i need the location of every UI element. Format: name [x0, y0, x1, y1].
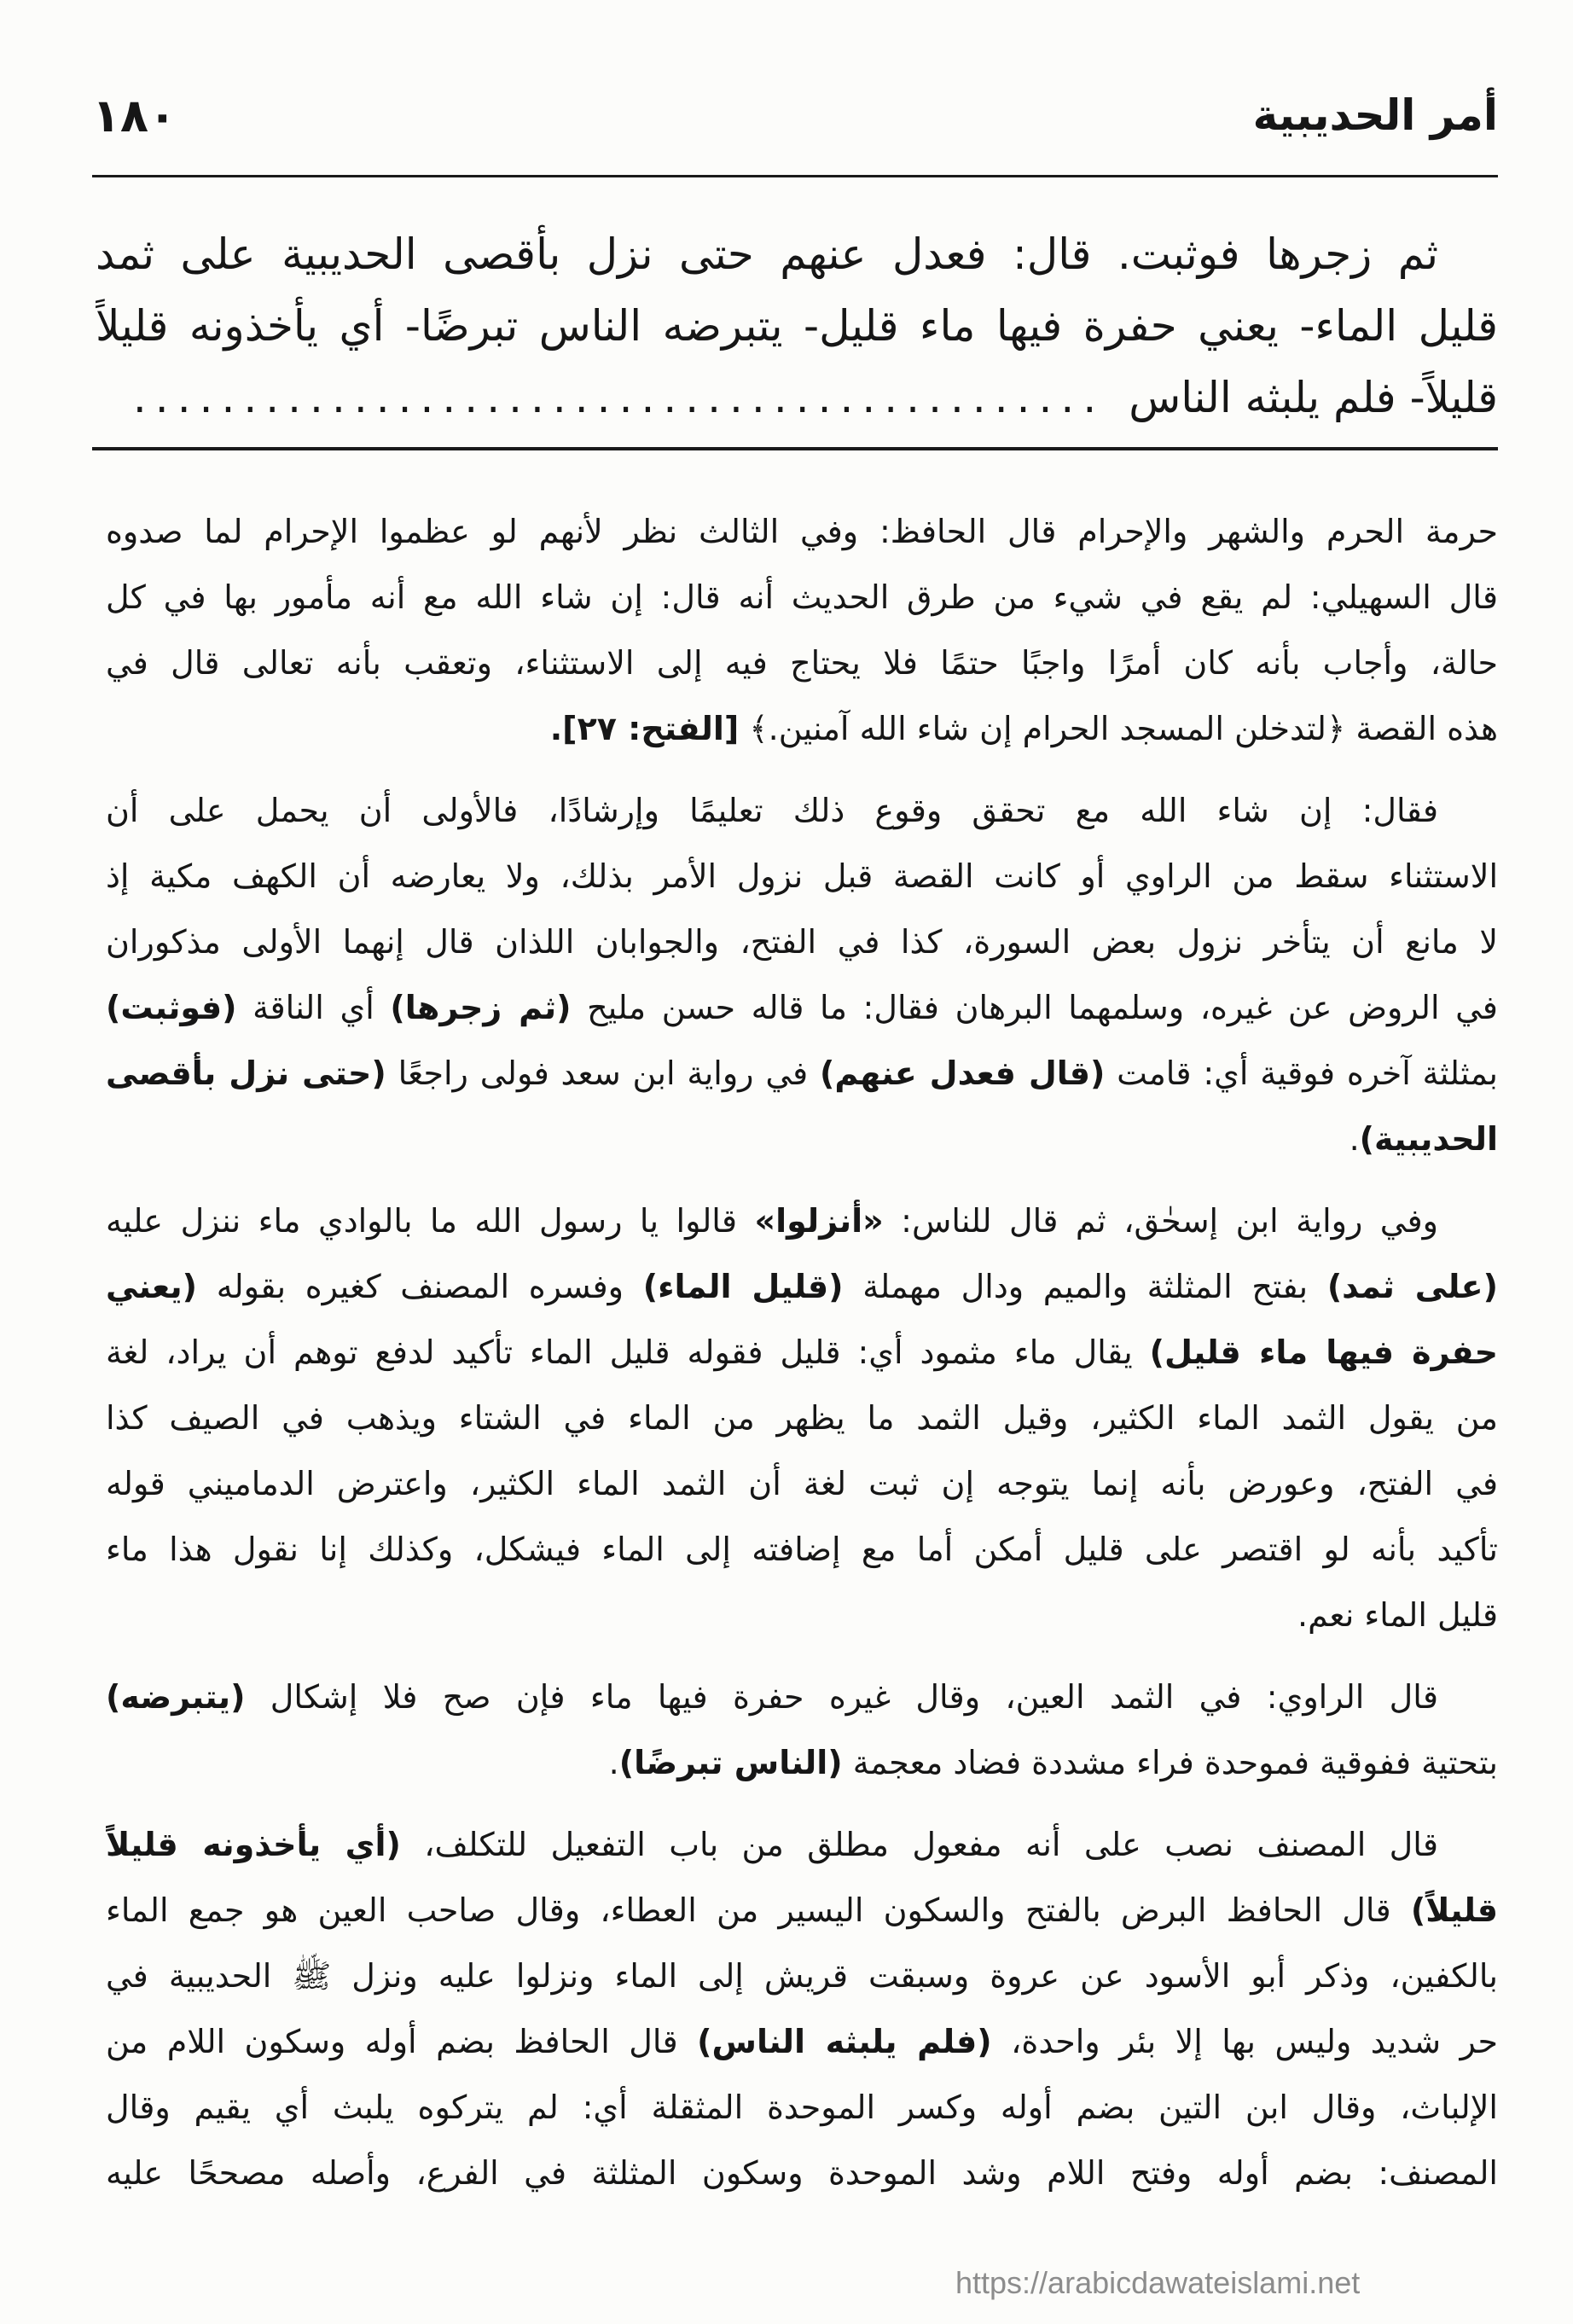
text-run: أي الناقة — [236, 989, 391, 1026]
commentary-line — [106, 1730, 1498, 1796]
text-run: في الفتح، وعورض بأنه إنما يتوجه إن ثبت لغة أن الثمد الماء الكثير، واعترض الدماميني قوله — [106, 1465, 1498, 1502]
quoted-matn-run: (يعني — [106, 1268, 198, 1305]
commentary-line — [106, 630, 1498, 696]
commentary-line — [106, 1320, 1498, 1386]
commentary-line — [106, 1041, 1498, 1107]
main-text-run: قليلاً- فلم يلبثه الناس — [1129, 373, 1498, 422]
commentary-line — [106, 1254, 1498, 1320]
commentary-line — [106, 1107, 1498, 1172]
quoted-matn-run: (فوثبت) — [106, 989, 237, 1026]
text-run: فقال: إن شاء الله مع تحقق وقوع ذلك تعليمًا وإرشادًا، فالأولى أن يحمل على أن — [106, 792, 1438, 829]
text-run: بمثلثة آخره فوقية أي: قامت — [1105, 1055, 1498, 1092]
quoted-matn-run: الحديبية) — [1359, 1120, 1498, 1158]
quoted-matn-run: (فلم يلبثه الناس) — [697, 2023, 992, 2060]
text-run: قال السهيلي: لم يقع في شيء من طرق الحديث أنه قال: إن شاء الله مع أنه مأمور بها في كل — [106, 578, 1498, 616]
commentary-line — [106, 1812, 1498, 1878]
dotted-leader: ............................................ — [132, 373, 1106, 422]
text-run: يقال ماء مثمود أي: قليل فقوله قليل الماء تأكيد لدفع توهم أن يراد، لغة — [106, 1333, 1150, 1371]
text-run: بالكفين، وذكر أبو الأسود عن عروة وسبقت قريش إلى الماء ونزلوا عليه ونزل ﷺ الحديبية في — [106, 1957, 1498, 1995]
commentary-line — [106, 909, 1498, 975]
commentary-line — [106, 1583, 1498, 1648]
commentary-line — [106, 696, 1498, 762]
commentary-paragraph — [106, 778, 1498, 1172]
commentary-line — [106, 778, 1498, 844]
text-run: قال الراوي: في الثمد العين، وقال غيره حفرة فيها ماء فإن صح فلا إشكال — [245, 1678, 1438, 1716]
commentary-line — [106, 844, 1498, 909]
quoted-matn-run: [الفتح: ٢٧]. — [549, 710, 740, 747]
main-text-block — [96, 218, 1498, 433]
commentary-line — [106, 1878, 1498, 1943]
page-number: ١٨٠ — [92, 88, 177, 142]
commentary-line — [106, 2075, 1498, 2141]
text-run: بتحتية ففوقية فموحدة فراء مشددة فضاد معجمة — [842, 1744, 1498, 1781]
main-text-line — [96, 362, 1498, 433]
chapter-title: أمر الحديبية — [1252, 90, 1498, 140]
text-run: الإلباث، وقال ابن التين بضم أوله وكسر الموحدة المثقلة أي: لم يتركوه يلبث أي يقيم وقال — [106, 2089, 1498, 2126]
text-run: الاستثناء سقط من الراوي أو كانت القصة قبل نزول الأمر بذلك، ولا يعارضه أن الكهف مكية إذ — [106, 857, 1498, 895]
quoted-matn-run: حفرة فيها ماء قليل) — [1149, 1333, 1498, 1371]
commentary-line — [106, 499, 1498, 565]
watermark-url: https://arabicdawateislami.net — [955, 2265, 1361, 2300]
text-run: لا مانع أن يتأخر نزول بعض السورة، كذا في الفتح، والجوابان اللذان قال إنهما الأولى مذكوران — [106, 923, 1498, 961]
text-run: المصنف: بضم أوله وفتح اللام وشد الموحدة وسكون المثلثة في الفرع، وأصله مصححًا عليه — [106, 2154, 1498, 2192]
quoted-matn-run: (على ثمد) — [1326, 1268, 1498, 1305]
quoted-matn-run: (قليل الماء) — [642, 1268, 844, 1305]
text-run: قال الحافظ البرض بالفتح والسكون اليسير من العطاء، وقال صاحب العين هو جمع الماء — [106, 1891, 1411, 1929]
commentary-line — [106, 1665, 1498, 1730]
commentary-paragraph — [106, 499, 1498, 762]
text-run: قالوا يا رسول الله ما بالوادي ماء ننزل عليه — [106, 1202, 755, 1240]
text-run: قليل الماء نعم. — [1297, 1596, 1498, 1634]
text-run: حرمة الحرم والشهر والإحرام قال الحافظ: وفي الثالث نظر لأنهم لو عظموا الإحرام لما صدوه — [106, 513, 1498, 550]
header-rule — [92, 175, 1498, 177]
quoted-matn-run: (الناس تبرضًا) — [618, 1744, 843, 1781]
quoted-matn-run: «أنزلوا» — [754, 1202, 884, 1240]
running-header — [92, 81, 1498, 149]
commentary-line — [106, 2141, 1498, 2206]
commentary-paragraph — [106, 1812, 1498, 2206]
text-run: قال الحافظ بضم أوله وسكون اللام من — [106, 2023, 698, 2060]
text-run: قال المصنف نصب على أنه مفعول مطلق من باب التفعيل للتكلف، — [400, 1826, 1438, 1863]
main-text-line — [96, 290, 1498, 362]
text-run: بفتح المثلثة والميم ودال مهملة — [843, 1268, 1327, 1305]
text-run: وفسره المصنف كغيره بقوله — [197, 1268, 643, 1305]
quoted-matn-run: (قال فعدل عنهم) — [819, 1055, 1106, 1092]
separator-rule — [92, 447, 1498, 450]
quoted-matn-run: (حتى نزل بأقصى — [106, 1055, 386, 1092]
commentary-line — [106, 1943, 1498, 2009]
text-run: في الروض عن غيره، وسلمهما البرهان فقال: ما قاله حسن مليح — [571, 989, 1498, 1026]
commentary-line — [106, 2009, 1498, 2075]
commentary-line — [106, 1386, 1498, 1451]
text-run: . — [608, 1744, 619, 1781]
text-run: تأكيد بأنه لو اقتصر على قليل أمكن أما مع إضافته إلى الماء فيشكل، وكذلك إنا نقول هذا ماء — [106, 1531, 1498, 1568]
main-text-run: قليل الماء- يعني حفرة فيها ماء قليل- يتبرضه الناس تبرضًا- أي يأخذونه قليلاً — [96, 301, 1498, 351]
commentary-line — [106, 565, 1498, 630]
commentary-block — [106, 499, 1498, 2206]
text-run: . — [1349, 1120, 1360, 1158]
text-run: وفي رواية ابن إسحٰق، ثم قال للناس: — [883, 1202, 1438, 1240]
text-run: حالة، وأجاب بأنه كان أمرًا واجبًا حتمًا فلا يحتاج فيه إلى الاستثناء، وتعقب بأنه تعالى قال في — [106, 644, 1498, 682]
text-run: حر شديد وليس بها إلا بئر واحدة، — [991, 2023, 1498, 2060]
quoted-matn-run: (يتبرضه) — [106, 1678, 246, 1716]
quoted-matn-run: (أي يأخذونه قليلاً — [106, 1826, 401, 1863]
quoted-matn-run: (ثم زجرها) — [390, 989, 572, 1026]
commentary-line — [106, 1188, 1498, 1254]
commentary-line — [106, 975, 1498, 1041]
commentary-line — [106, 1451, 1498, 1517]
text-run: من يقول الثمد الماء الكثير، وقيل الثمد ما يظهر من الماء في الشتاء ويذهب في الصيف كذا — [106, 1399, 1498, 1437]
commentary-paragraph — [106, 1665, 1498, 1796]
commentary-paragraph — [106, 1188, 1498, 1648]
text-run: في رواية ابن سعد فولى راجعًا — [386, 1055, 820, 1092]
quoted-matn-run: قليلاً) — [1410, 1891, 1498, 1929]
main-text-line — [96, 218, 1498, 290]
text-run: هذه القصة ﴿لتدخلن المسجد الحرام إن شاء الله آمنين.﴾ — [739, 710, 1498, 747]
commentary-line — [106, 1517, 1498, 1583]
main-text-run: ثم زجرها فوثبت. قال: فعدل عنهم حتى نزل بأقصى الحديبية على ثمد — [96, 229, 1438, 279]
